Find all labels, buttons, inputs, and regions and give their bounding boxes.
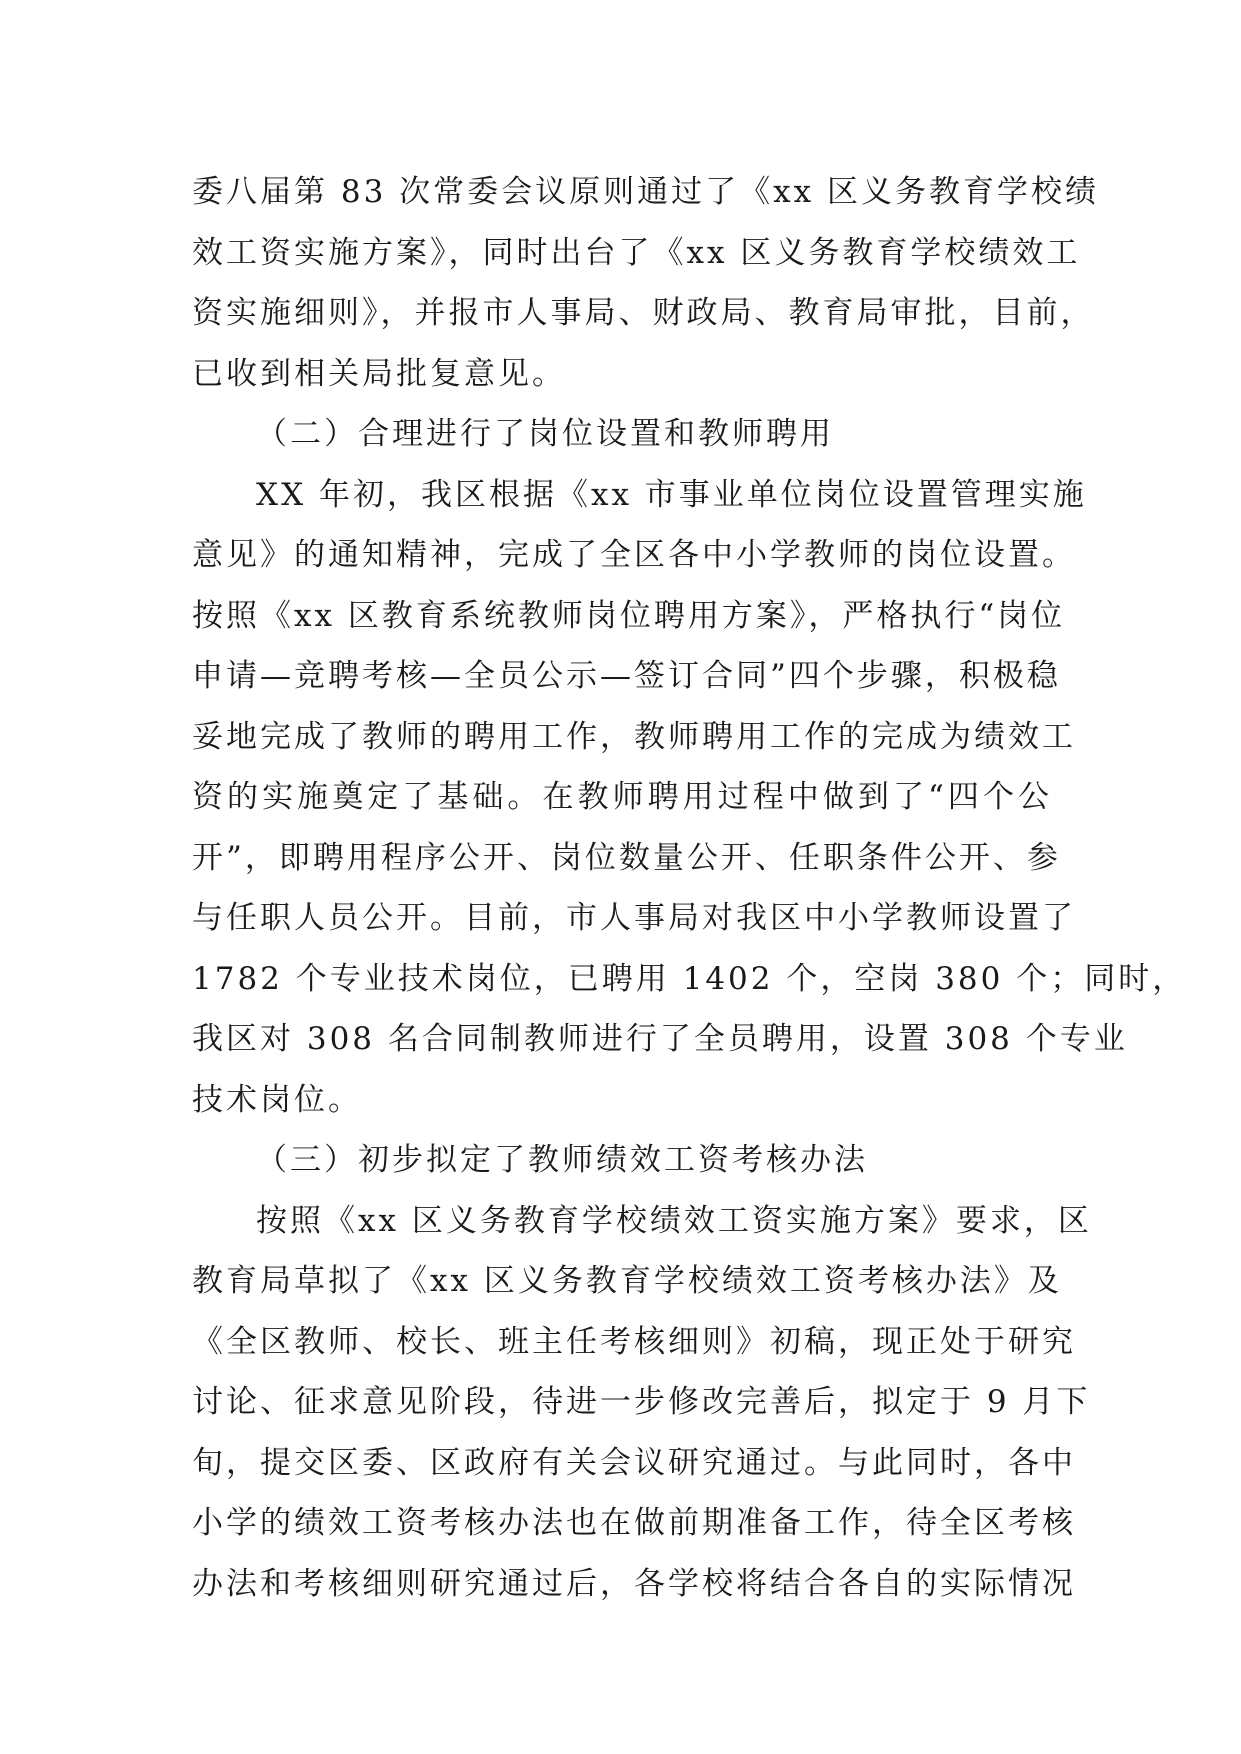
- paragraph-line: 资实施细则》，并报市人事局、财政局、教育局审批，目前，: [192, 295, 1095, 331]
- paragraph-line: 意见》的通知精神，完成了全区各中小学教师的岗位设置。: [192, 537, 1076, 573]
- paragraph-line: 开”，即聘用程序公开、岗位数量公开、任职条件公开、参: [192, 839, 1061, 876]
- paragraph-line: 办法和考核细则研究通过后，各学校将结合各自的实际情况: [192, 1565, 1076, 1602]
- paragraph-line: 委八届第 83 次常委会议原则通过了《xx 区义务教育学校绩: [192, 174, 1099, 210]
- paragraph-line: 技术岗位。: [192, 1081, 362, 1118]
- paragraph-line: 与任职人员公开。目前，市人事局对我区中小学教师设置了: [192, 900, 1076, 936]
- paragraph-line: 按照《xx 区教育系统教师岗位聘用方案》，严格执行“岗位: [192, 597, 1066, 634]
- paragraph-line: 我区对 308 名合同制教师进行了全员聘用，设置 308 个专业: [192, 1021, 1128, 1057]
- paragraph-line: 教育局草拟了《xx 区义务教育学校绩效工资考核办法》及: [192, 1263, 1062, 1299]
- paragraph-line: XX 年初，我区根据《xx 市事业单位岗位设置管理实施: [256, 476, 1087, 513]
- paragraph-line: 申请—竞聘考核—全员公示—签订合同”四个步骤，积极稳: [192, 658, 1061, 694]
- paragraph-line: 讨论、征求意见阶段，待进一步修改完善后，拟定于 9 月下: [192, 1384, 1091, 1420]
- paragraph-line: 《全区教师、校长、班主任考核细则》初稿，现正处于研究: [192, 1323, 1076, 1360]
- paragraph-line: 资的实施奠定了基础。在教师聘用过程中做到了“四个公: [192, 779, 1052, 815]
- document-body: [192, 162, 1187, 1614]
- paragraph-line: 小学的绩效工资考核办法也在做前期准备工作，待全区考核: [192, 1505, 1076, 1541]
- section-heading: （二）合理进行了岗位设置和教师聘用: [256, 416, 834, 452]
- paragraph-line: 已收到相关局批复意见。: [192, 355, 566, 392]
- paragraph-line: 1782 个专业技术岗位，已聘用 1402 个，空岗 380 个；同时，: [192, 960, 1187, 997]
- paragraph-line: 旬，提交区委、区政府有关会议研究通过。与此同时，各中: [192, 1444, 1076, 1481]
- paragraph-line: 效工资实施方案》，同时出台了《xx 区义务教育学校绩效工: [192, 234, 1081, 271]
- section-heading: （三）初步拟定了教师绩效工资考核办法: [256, 1142, 868, 1178]
- paragraph-line: 妥地完成了教师的聘用工作，教师聘用工作的完成为绩效工: [192, 718, 1076, 755]
- paragraph-line: 按照《xx 区义务教育学校绩效工资实施方案》要求，区: [256, 1202, 1092, 1239]
